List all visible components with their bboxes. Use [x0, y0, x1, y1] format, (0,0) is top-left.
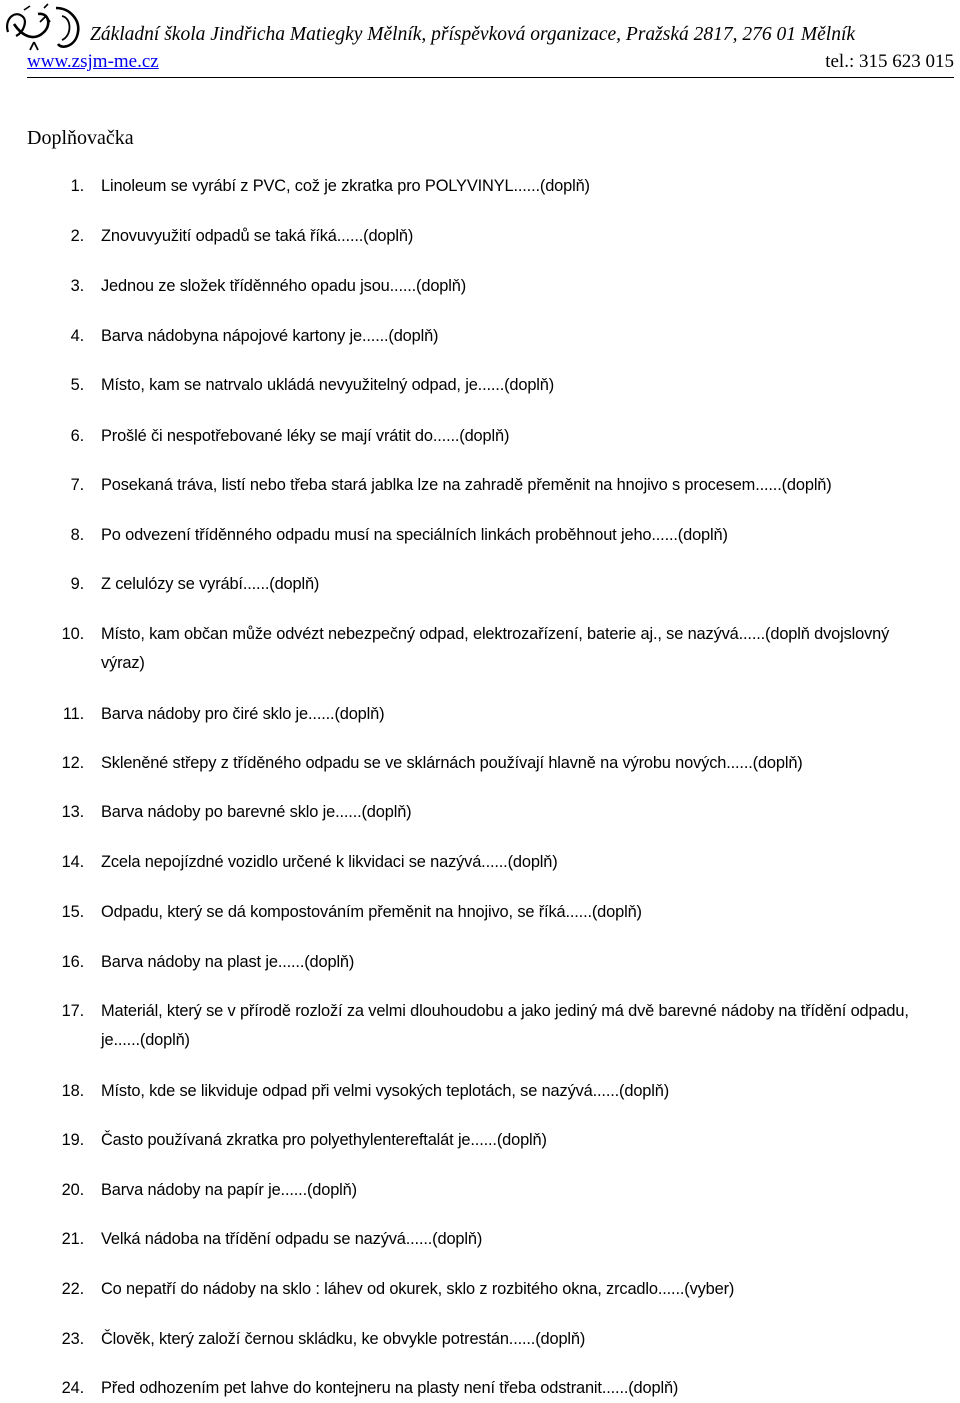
question-text: Odpadu, který se dá kompostováním přeměnit na hnojivo, se říká......(doplň)	[101, 903, 642, 921]
question-number: 22.	[61, 1280, 84, 1298]
website-link[interactable]: www.zsjm-me.cz	[27, 51, 159, 72]
question-text: Posekaná tráva, listí nebo třeba stará jablka lze na zahradě přeměnit na hnojivo s procesem......(doplň)	[101, 476, 832, 494]
question-number: 6.	[70, 427, 84, 445]
question-text: Často používaná zkratka pro polyethylentereftalát je......(doplň)	[101, 1131, 547, 1149]
question-text: Materiál, který se v přírodě rozloží za velmi dlouhoudobu a jako jediný má dvě barevné nádoby na třídění odpadu, je......(doplň)	[101, 1002, 909, 1049]
document-title: Doplňovačka	[27, 127, 134, 149]
question-text: Jednou ze složek tříděnného opadu jsou......(doplň)	[101, 277, 467, 295]
question-text: Barva nádoby na papír je......(doplň)	[101, 1181, 357, 1199]
question-text: Člověk, který založí černou skládku, ke obvykle potrestán......(doplň)	[101, 1330, 586, 1348]
question-text: Barva nádoby na plast je......(doplň)	[101, 953, 355, 971]
question-number: 24.	[61, 1379, 84, 1397]
question-number: 13.	[61, 803, 84, 821]
question-text: Prošlé či nespotřebované léky se mají vrátit do......(doplň)	[101, 427, 510, 445]
question-number: 14.	[61, 853, 84, 871]
question-number: 23.	[61, 1330, 84, 1348]
phone-number: tel.: 315 623 015	[825, 51, 954, 72]
question-number: 9.	[70, 575, 84, 593]
question-number: 17.	[61, 1002, 84, 1020]
question-text: Místo, kam se natrvalo ukládá nevyužitelný odpad, je......(doplň)	[101, 376, 555, 394]
question-number: 5.	[70, 376, 84, 394]
header-divider	[27, 77, 954, 78]
question-number: 20.	[61, 1181, 84, 1199]
question-number: 3.	[70, 277, 84, 295]
question-text: Zcela nepojízdné vozidlo určené k likvidaci se nazývá......(doplň)	[101, 853, 558, 871]
question-text: Barva nádobyna nápojové kartony je......(doplň)	[101, 327, 439, 345]
question-text: Velká nádoba na třídění odpadu se nazývá......(doplň)	[101, 1230, 483, 1248]
question-text: Barva nádoby pro čiré sklo je......(doplň)	[101, 705, 385, 723]
question-text: Z celulózy se vyrábí......(doplň)	[101, 575, 320, 593]
question-number: 16.	[61, 953, 84, 971]
question-number: 11.	[62, 705, 84, 723]
question-number: 15.	[61, 903, 84, 921]
question-text: Po odvezení tříděnného odpadu musí na speciálních linkách proběhnout jeho......(doplň)	[101, 526, 728, 544]
question-text: Linoleum se vyrábí z PVC, což je zkratka pro POLYVINYL......(doplň)	[101, 177, 590, 195]
question-number: 19.	[61, 1131, 84, 1149]
school-logo-icon	[0, 2, 86, 54]
question-text: Před odhozením pet lahve do kontejneru na plasty není třeba odstranit......(doplň)	[101, 1379, 679, 1397]
page-header	[0, 0, 960, 82]
question-text: Místo, kde se likviduje odpad při velmi vysokých teplotách, se nazývá......(doplň)	[101, 1082, 670, 1100]
question-number: 7.	[70, 476, 84, 494]
school-name: Základní škola Jindřicha Matiegky Mělník, příspěvková organizace, Pražská 2817, 276 01 Mělník	[90, 24, 856, 45]
question-text: Místo, kam občan může odvézt nebezpečný odpad, elektrozařízení, baterie aj., se nazývá......(doplň dvojslovný výraz)	[101, 625, 890, 672]
question-text: Co nepatří do nádoby na sklo : láhev od okurek, sklo z rozbitého okna, zrcadlo......(vyber)	[101, 1280, 735, 1298]
question-text: Barva nádoby po barevné sklo je......(doplň)	[101, 803, 412, 821]
question-text: Znovuvyužití odpadů se taká říká......(doplň)	[101, 227, 414, 245]
question-number: 1.	[70, 177, 84, 195]
question-number: 10.	[61, 625, 84, 643]
question-number: 18.	[61, 1082, 84, 1100]
question-number: 12.	[61, 754, 84, 772]
question-number: 2.	[70, 227, 84, 245]
question-text: Skleněné střepy z tříděného odpadu se ve sklárnách používají hlavně na výrobu nových......(doplň)	[101, 754, 803, 772]
question-number: 21.	[61, 1230, 84, 1248]
question-number: 8.	[70, 526, 84, 544]
question-number: 4.	[70, 327, 84, 345]
